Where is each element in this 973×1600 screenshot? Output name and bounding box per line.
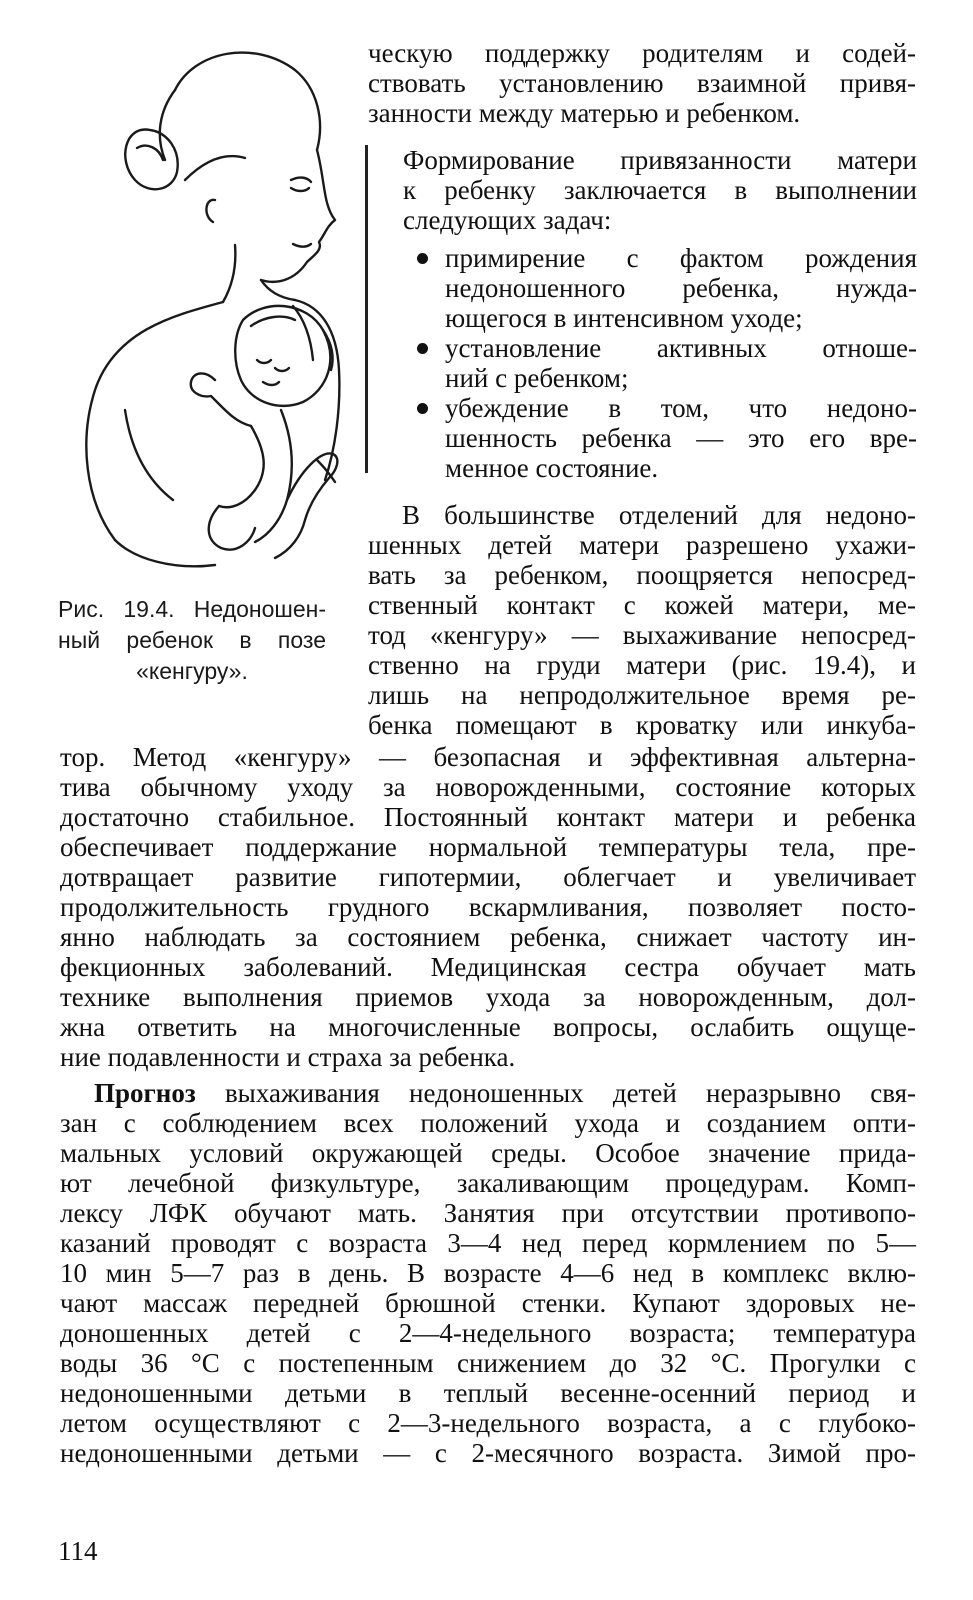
text-line: тод «кенгуру» — выхаживание непосред- [368,620,916,650]
list-item [445,243,917,333]
mother-baby-drawing [55,30,350,590]
text-line: недоношенного ребенка, нужда- [445,273,917,303]
text-line: тор. Метод «кенгуру» — безопасная и эффективная альтерна- [60,742,916,772]
caption-line: Рис. 19.4. Недоношен- [58,596,326,622]
text-line: мальных условий окружающей среды. Особое значение прида- [60,1138,916,1168]
text-line: примирение с фактом рождения [445,243,917,273]
bullet-icon [417,403,428,414]
prognosis-paragraph [60,1078,916,1468]
text-line: обеспечивает поддержание нормальной температуры тела, пре- [60,832,916,862]
highlighted-block [365,145,917,483]
text-line: шенных детей матери разрешено ухажи- [368,530,916,560]
bullet-icon [417,343,428,354]
page-number: 114 [58,1536,98,1566]
text-line: следующих задач: [403,205,612,235]
bullet-list [445,243,917,483]
text-line: фекционных заболеваний. Медицинская сестра обучает мать [60,952,916,982]
text-line: к ребенку заключается в выполнении [403,175,917,205]
text-line: жна ответить на многочисленные вопросы, ослабить ощуще- [60,1012,916,1042]
text-line: В большинстве отделений для недоно- [402,500,916,530]
margin-rule [365,145,368,473]
text-line: недоношенными детьми в теплый весенне-осенний период и [60,1378,916,1408]
text-line: доношенных детей с 2—4-недельного возраста; температура [60,1318,916,1348]
text-line: менное состояние. [445,453,659,483]
caption-line: ный ребенок в позе [58,627,326,653]
text-line: вать за ребенком, поощряется непосред- [368,560,916,590]
text-line: недоношенными детьми — с 2-месячного возраста. Зимой про- [60,1438,916,1468]
text-line: ют лечебной физкультуре, закаливающим процедурам. Комп- [60,1168,916,1198]
text-line: лексу ЛФК обучают мать. Занятия при отсутствии противопо- [60,1198,916,1228]
text-line: убеждение в том, что недоно- [445,393,917,423]
text-line: зан с соблюдением всех положений ухода и созданием опти- [60,1108,916,1138]
text-line: Формирование привязанности матери [403,145,917,175]
text-line: чают массаж передней брюшной стенки. Купают здоровых не- [60,1288,916,1318]
text-line: ний с ребенком; [445,363,629,393]
text-line: тива обычному уходу за новорожденными, состояние которых [60,772,916,802]
prognosis-lead: Прогноз [94,1078,196,1108]
text-line: ющегося в интенсивном уходе; [445,303,803,333]
bullet-icon [417,253,428,264]
kangaroo-paragraph-cont [60,742,916,1072]
figure-caption [58,594,326,687]
text-line: достаточно стабильное. Постоянный контакт матери и ребенка [60,802,916,832]
text-line: бенка помещают в кроватку или инкуба- [368,710,916,740]
text-line: продолжительность грудного вскармливания, позволяет посто- [60,892,916,922]
text-line: казаний проводят с возраста 3—4 нед перед кормлением по 5— [60,1228,916,1258]
text-line: ственный контакт с кожей матери, ме- [368,590,916,620]
text-line [60,1078,916,1108]
text-line: занности между матерью и ребенком. [368,98,801,128]
text-line: шенность ребенка — это его вре- [445,423,917,453]
text-line: технике выполнения приемов ухода за новорожденным, дол- [60,982,916,1012]
text-line: ние подавленности и страха за ребенка. [60,1042,516,1072]
text-line: ственно на груди матери (рис. 19.4), и [368,650,916,680]
caption-line: «кенгуру». [136,658,248,684]
text-span: выхаживания недоношенных детей неразрывно свя- [195,1078,916,1108]
text-line: 10 мин 5—7 раз в день. В возрасте 4—6 нед в комплекс вклю- [60,1258,916,1288]
list-item [445,393,917,483]
boxed-intro [403,145,917,235]
text-line: дотвращает развитие гипотермии, облегчает и увеличивает [60,862,916,892]
text-line: установление активных отноше- [445,333,917,363]
text-line: ствовать установлению взаимной привя- [368,68,916,98]
text-line: воды 36 °С с постепенным снижением до 32 °С. Прогулки с [60,1348,916,1378]
text-line: янно наблюдать за состоянием ребенка, снижает частоту ин- [60,922,916,952]
text-line: ческую поддержку родителям и содей- [368,38,916,68]
text-line: лишь на непродолжительное время ре- [368,680,916,710]
paragraph-continuation [368,38,916,128]
list-item [445,333,917,393]
text-line: летом осуществляют с 2—3-недельного возраста, а с глубоко- [60,1408,916,1438]
kangaroo-paragraph [368,500,916,740]
kangaroo-illustration [55,30,350,590]
